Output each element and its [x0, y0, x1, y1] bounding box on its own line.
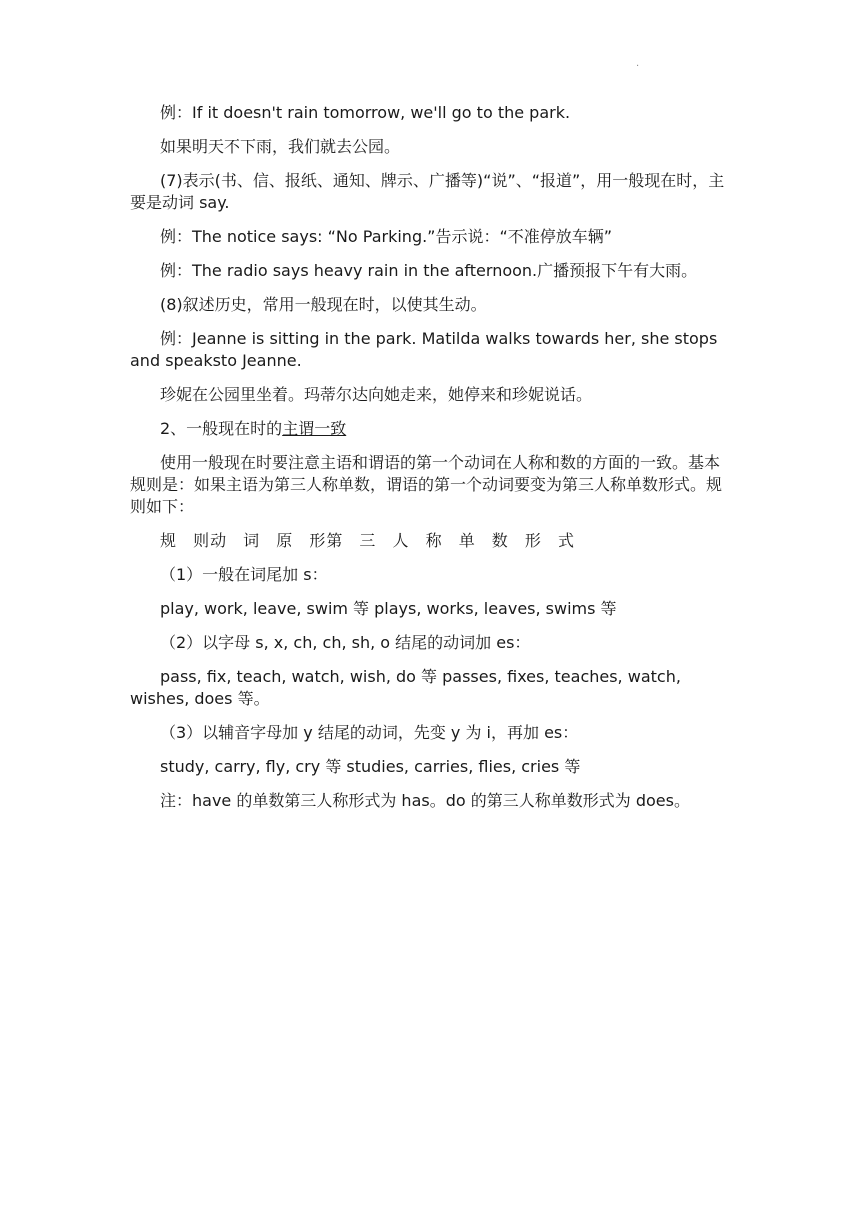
section-heading-prefix: 2、一般现在时的 [160, 419, 283, 438]
paragraph-translation-jeanne: 珍妮在公园里坐着。玛蒂尔达向她走来，她停来和珍妮说话。 [160, 385, 593, 404]
paragraph-table-header: 规 则动 词 原 形第 三 人 称 单 数 形 式 [160, 531, 575, 550]
paragraph-rule-3-examples: study, carry, fly, cry 等 studies, carries, flies, cries 等 [160, 757, 581, 776]
paragraph-example-rain: 例：If it doesn't rain tomorrow, we'll go to the park. [160, 103, 571, 122]
paragraph-note: 注：have 的单数第三人称形式为 has。do 的第三人称单数形式为 does。 [160, 791, 690, 810]
paragraph-rule-2-examples: pass, fix, teach, watch, wish, do 等 passes, fixes, teaches, watch, wishes, does 等。 [130, 667, 681, 708]
paragraph-rule-2: （2）以字母 s, x, ch, ch, sh, o 结尾的动词加 es： [160, 633, 531, 652]
paragraph-agreement-rules: 使用一般现在时要注意主语和谓语的第一个动词在人称和数的方面的一致。基本规则是：如果主语为第三人称单数，谓语的第一个动词要变为第三人称单数形式。规则如下： [130, 453, 723, 516]
paragraph-translation-rain: 如果明天不下雨，我们就去公园。 [160, 137, 401, 156]
document-body [130, 102, 730, 824]
header-dot: . [636, 58, 640, 69]
paragraph-example-notice: 例：The notice says: “No Parking.”告示说：“不准停放车辆” [160, 227, 613, 246]
paragraph-rule-1-examples: play, work, leave, swim 等 plays, works, leaves, swims 等 [160, 599, 617, 618]
paragraph-rule-1: （1）一般在词尾加 s： [160, 565, 328, 584]
paragraph-example-radio: 例：The radio says heavy rain in the afternoon.广播预报下午有大雨。 [160, 261, 698, 280]
section-heading-link[interactable]: 主谓一致 [282, 419, 347, 438]
paragraph-rule-3: （3）以辅音字母加 y 结尾的动词，先变 y 为 i，再加 es： [160, 723, 579, 742]
paragraph-example-jeanne: 例：Jeanne is sitting in the park. Matilda walks towards her, she stops and speaksto Jeanne. [130, 329, 718, 370]
section-heading-agreement [130, 418, 730, 440]
paragraph-rule-7: (7)表示(书、信、报纸、通知、牌示、广播等)“说”、“报道”，用一般现在时，主要是动词 say. [130, 171, 725, 212]
paragraph-rule-8: (8)叙述历史，常用一般现在时，以使其生动。 [160, 295, 487, 314]
